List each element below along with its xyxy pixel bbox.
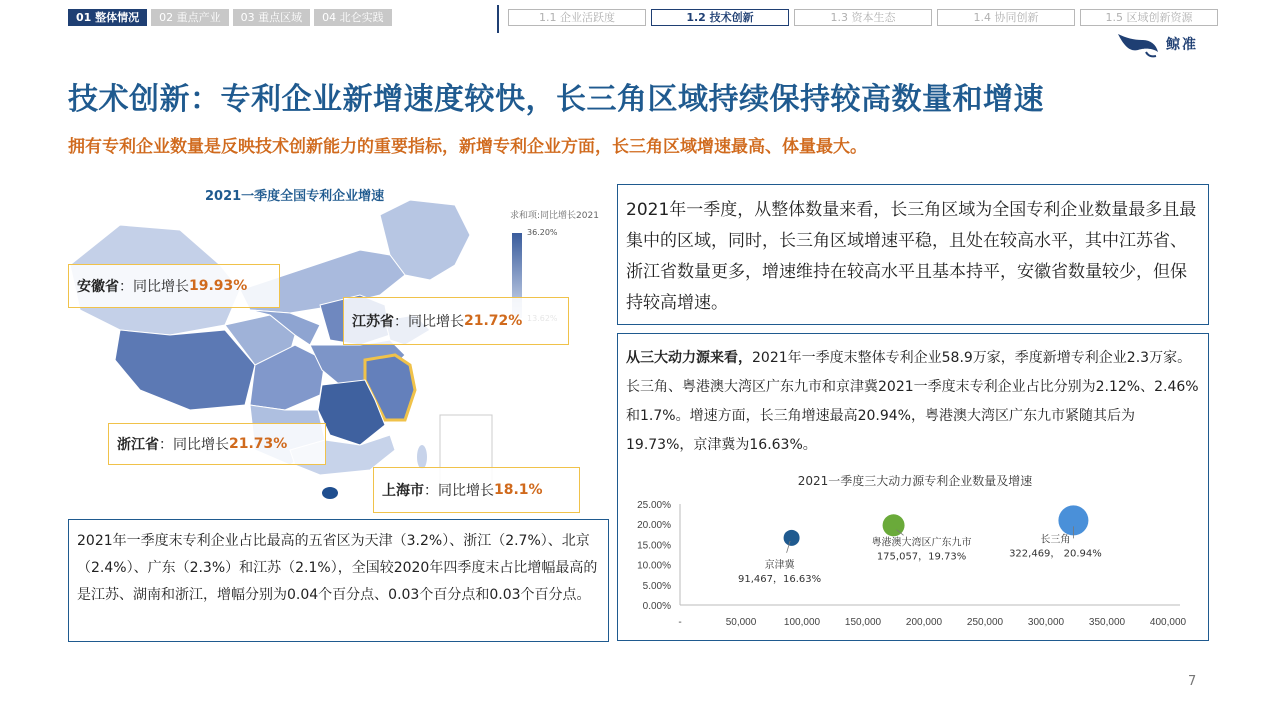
chart-title: 2021一季度三大动力源专利企业数量及增速	[797, 474, 1033, 488]
subtab-capital[interactable]: 1.3 资本生态	[794, 9, 932, 26]
y-tick-label: 20.00%	[637, 520, 671, 532]
y-tick-label: 25.00%	[637, 500, 671, 511]
callout-jiangsu	[343, 297, 569, 345]
x-tick-label: 250,000	[966, 617, 1004, 628]
callout-label: ：同比增长	[394, 314, 464, 330]
callout-province: 安徽省	[77, 279, 119, 295]
logo-text: 鲸准	[1166, 37, 1198, 53]
callout-label: ：同比增长	[119, 279, 189, 295]
x-tick-label: 350,000	[1088, 617, 1126, 628]
bubble-0	[784, 530, 800, 546]
x-tick-label: 300,000	[1027, 617, 1065, 628]
subtab-collab[interactable]: 1.4 协同创新	[937, 9, 1075, 26]
map-region-taiwan	[417, 445, 427, 469]
summary-box-overall: 2021年一季度，从整体数量来看，长三角区域为全国专利企业数量最多且最集中的区域，同时，长三角区域增速平稳，且处在较高水平，其中江苏省、浙江省数量更多，增速维持在较高水平且基本持平，安徽省数量较少，但保持较高增速。	[617, 184, 1209, 325]
whale-icon	[1116, 30, 1160, 58]
brand-logo	[1116, 30, 1198, 58]
x-tick-label: 200,000	[905, 617, 943, 628]
map-title: 2021一季度全国专利企业增速	[205, 189, 385, 204]
callout-province: 上海市	[382, 483, 424, 499]
nav-tab-region[interactable]: 03 重点区域	[233, 9, 311, 26]
y-tick-label: 10.00%	[637, 560, 671, 572]
map-region-hainan	[322, 487, 338, 499]
nav-tab-industry[interactable]: 02 重点产业	[151, 9, 229, 26]
powerhouses-text: 2021年一季度末整体专利企业58.9万家，季度新增专利企业2.3万家。长三角、粤港澳大湾区广东九市和京津冀2021一季度末专利企业占比分别为2.12%、2.46%和1.7%。增速方面，长三角增速最高20.94%，粤港澳大湾区广东九市紧随其后为19.73%，京津冀为16.63%。	[626, 350, 1199, 453]
summary-box-provinces: 2021年一季度末专利企业占比最高的五省区为天津（3.2%）、浙江（2.7%）、北京（2.4%）、广东（2.3%）和江苏（2.1%），全国较2020年四季度末占比增幅最高的是江苏、湖南和浙江，增幅分别为0.04个百分点、0.03个百分点和0.03个百分点。	[68, 519, 609, 642]
map-legend-max: 36.20%	[527, 228, 558, 237]
callout-label: ：同比增长	[159, 437, 229, 453]
callout-province: 江苏省	[352, 314, 394, 330]
subtab-innovation[interactable]: 1.2 技术创新	[651, 9, 789, 26]
callout-rate: 18.1%	[494, 482, 543, 498]
bubble-label-2: 322,469， 20.94%	[1009, 548, 1102, 560]
callout-zhejiang	[108, 423, 326, 465]
x-tick-label: 50,000	[725, 617, 757, 628]
x-tick-label: 400,000	[1149, 617, 1187, 628]
nav-tab-beilun[interactable]: 04 北仑实践	[314, 9, 392, 26]
sub-nav	[508, 9, 1218, 26]
map-legend-label: 求和项:同比增长2021	[510, 211, 599, 221]
bubble-name-1: 粤港澳大湾区广东九市	[871, 537, 972, 549]
main-nav	[68, 9, 392, 26]
powerhouses-lead: 从三大动力源来看，	[626, 350, 752, 366]
bubble-label-0: 91,467，16.63%	[738, 573, 822, 585]
callout-rate: 19.93%	[189, 278, 248, 294]
x-tick-label: 150,000	[844, 617, 882, 628]
callout-shanghai	[373, 467, 580, 513]
callout-label: ：同比增长	[424, 483, 494, 499]
nav-divider	[497, 5, 499, 33]
page-number: 7	[1188, 674, 1197, 689]
y-tick-label: 15.00%	[637, 540, 671, 552]
subtab-activity[interactable]: 1.1 企业活跃度	[508, 9, 646, 26]
bubble-name-0: 京津冀	[764, 559, 795, 571]
nav-tab-overall[interactable]: 01 整体情况	[68, 9, 147, 26]
x-tick-label: -	[678, 617, 682, 628]
bubble-label-1: 175,057，19.73%	[876, 551, 967, 563]
callout-rate: 21.73%	[229, 436, 288, 452]
y-tick-label: 5.00%	[642, 580, 671, 592]
powerhouses-paragraph	[626, 344, 1200, 460]
callout-rate: 21.72%	[464, 313, 523, 329]
page-subtitle: 拥有专利企业数量是反映技术创新能力的重要指标，新增专利企业方面，长三角区域增速最高、体量最大。	[68, 137, 867, 157]
callout-anhui	[68, 264, 280, 308]
x-tick-label: 100,000	[783, 617, 821, 628]
scatter-chart	[618, 492, 1208, 632]
callout-province: 浙江省	[117, 437, 159, 453]
subtab-resources[interactable]: 1.5 区域创新资源	[1080, 9, 1218, 26]
map-region-tibet	[115, 330, 255, 410]
y-tick-label: 0.00%	[642, 601, 671, 612]
bubble-name-2: 长三角	[1040, 534, 1071, 546]
page-title: 技术创新：专利企业新增速度较快，长三角区域持续保持较高数量和增速	[68, 82, 1044, 117]
